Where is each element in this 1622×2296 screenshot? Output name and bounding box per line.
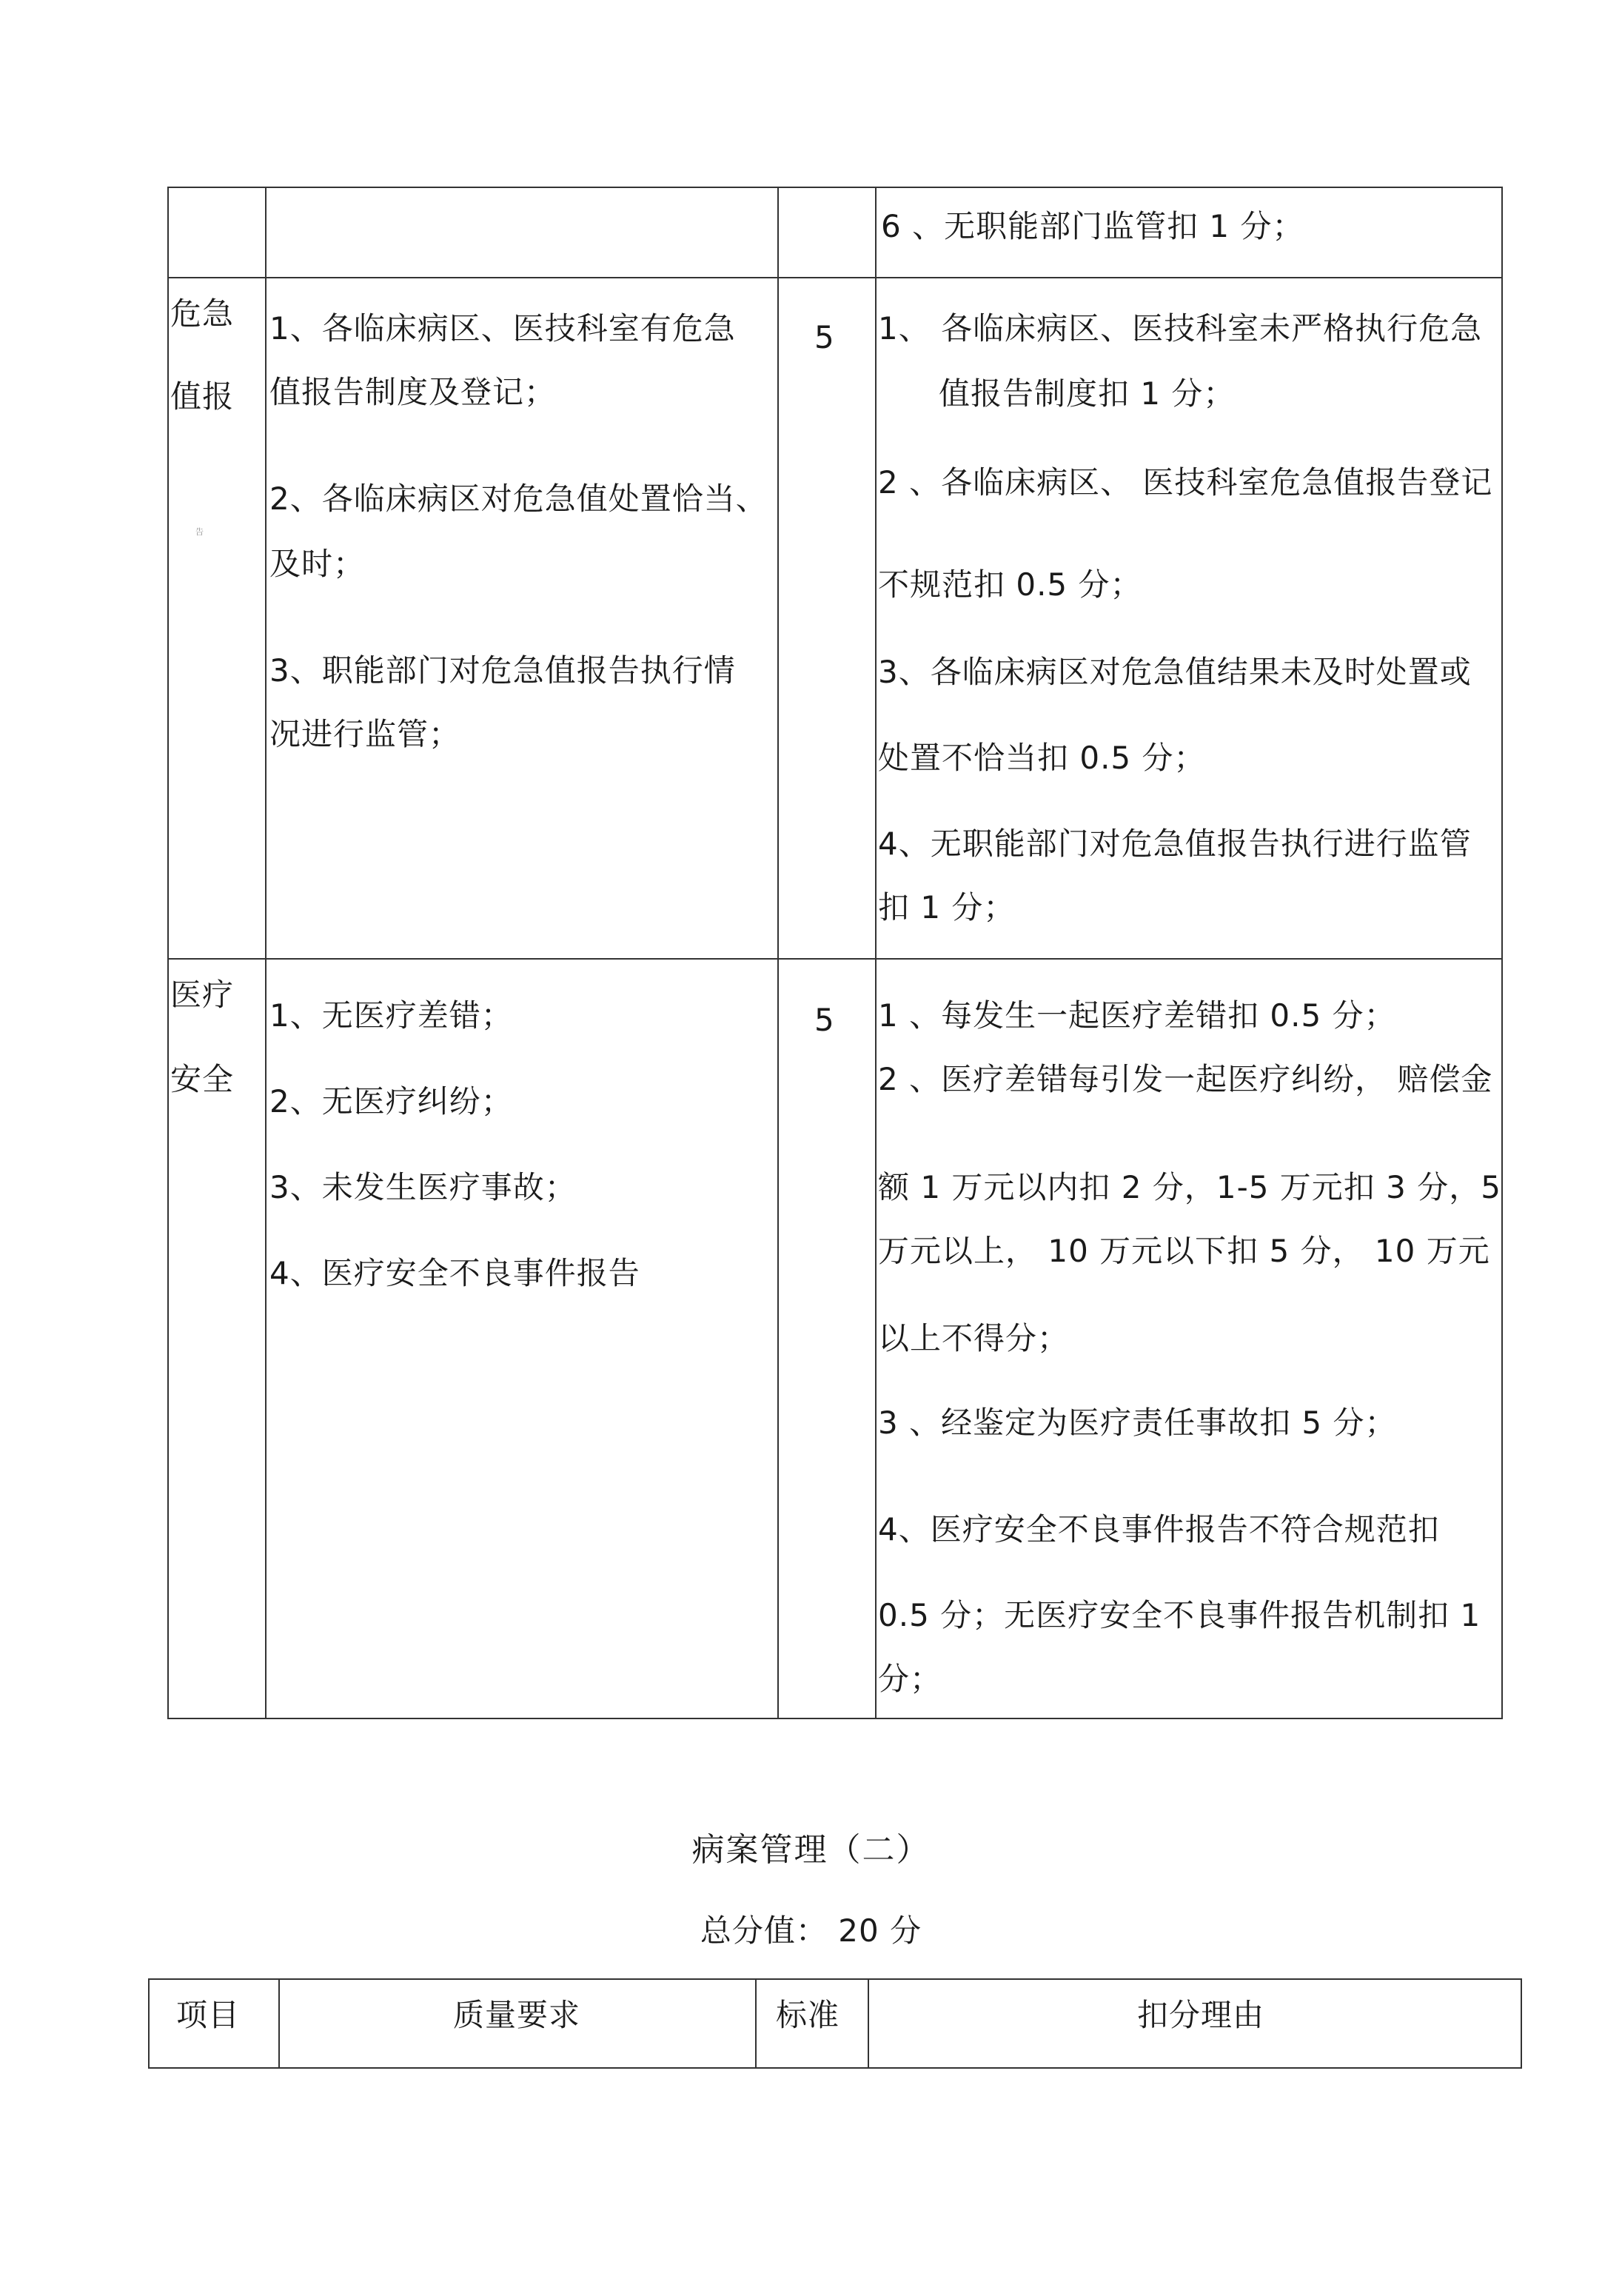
requirement-cell bbox=[267, 960, 779, 1721]
deduction-line: 处置不恰当扣 0.5 分； bbox=[878, 740, 1206, 776]
column-divider bbox=[265, 188, 267, 1718]
deduction-line: 值报告制度扣 1 分； bbox=[939, 375, 1236, 412]
requirement-line: 2、无医疗纠纷； bbox=[269, 1083, 513, 1119]
deduction-line: 6 、无职能部门监管扣 1 分； bbox=[881, 208, 1304, 244]
requirement-line: 况进行监管； bbox=[269, 716, 461, 752]
standard-score: 5 bbox=[814, 319, 835, 355]
section-title: 病案管理（二） bbox=[691, 1831, 931, 1869]
header-deduction: 扣分理由 bbox=[1137, 1997, 1265, 2033]
requirement-line: 4、医疗安全不良事件报告 bbox=[269, 1255, 640, 1291]
column-divider bbox=[777, 188, 779, 1718]
deduction-line: 分； bbox=[878, 1661, 942, 1697]
deduction-line: 4、医疗安全不良事件报告不符合规范扣 bbox=[878, 1511, 1440, 1547]
deduction-line: 不规范扣 0.5 分； bbox=[878, 566, 1142, 603]
item-label: 值报 bbox=[170, 378, 235, 415]
standard-cell bbox=[779, 278, 877, 958]
table-row-continuation bbox=[169, 188, 1501, 277]
standard-cell bbox=[779, 960, 877, 1721]
deduction-line: 3、各临床病区对危急值结果未及时处置或 bbox=[878, 654, 1472, 690]
requirement-line: 及时； bbox=[269, 546, 366, 582]
deduction-line: 额 1 万元以内扣 2 分，1-5 万元扣 3 分，5 bbox=[878, 1169, 1501, 1205]
requirement-line: 3、未发生医疗事故； bbox=[269, 1169, 577, 1205]
deduction-line: 1、 各临床病区、医技科室未严格执行危急 bbox=[878, 310, 1483, 347]
deduction-cell bbox=[877, 278, 1503, 958]
table-row-medical-safety bbox=[169, 958, 1501, 1721]
item-label: 危急 bbox=[170, 295, 235, 332]
deduction-line: 1 、每发生一起医疗差错扣 0.5 分； bbox=[878, 997, 1396, 1034]
deduction-line: 3 、经鉴定为医疗责任事故扣 5 分； bbox=[878, 1405, 1397, 1441]
standard-score: 5 bbox=[814, 1002, 835, 1038]
requirement-line: 值报告制度及登记； bbox=[269, 374, 557, 410]
deduction-line: 万元以上， 10 万元以下扣 5 分， 10 万元 bbox=[878, 1233, 1490, 1269]
deduction-cell bbox=[877, 188, 1503, 277]
scoring-table bbox=[167, 187, 1503, 1719]
table-row-critical-value bbox=[169, 277, 1501, 958]
column-divider bbox=[875, 188, 877, 1718]
requirement-cell bbox=[267, 278, 779, 958]
requirement-line: 2、各临床病区对危急值处置恰当、 bbox=[269, 481, 768, 517]
deduction-line: 4、无职能部门对危急值报告执行进行监管 bbox=[878, 826, 1472, 862]
item-cell bbox=[169, 960, 267, 1721]
column-divider bbox=[278, 1980, 280, 2067]
header-standard: 标准 bbox=[776, 1997, 840, 2033]
deduction-line: 0.5 分；无医疗安全不良事件报告机制扣 1 bbox=[878, 1597, 1481, 1633]
header-requirement: 质量要求 bbox=[453, 1997, 581, 2033]
item-label: 安全 bbox=[170, 1061, 235, 1097]
requirement-line: 1、无医疗差错； bbox=[269, 997, 513, 1034]
requirement-line: 1、各临床病区、医技科室有危急 bbox=[269, 310, 736, 347]
header-item: 项目 bbox=[176, 1997, 241, 2033]
section-total-score: 总分值： 20 分 bbox=[700, 1912, 922, 1949]
item-label: 医疗 bbox=[170, 977, 235, 1013]
table-header bbox=[148, 1978, 1522, 2069]
column-divider bbox=[868, 1980, 869, 2067]
requirement-line: 3、职能部门对危急值报告执行情 bbox=[269, 652, 736, 689]
deduction-line: 扣 1 分； bbox=[878, 889, 1016, 926]
deduction-cell bbox=[877, 960, 1503, 1721]
deduction-line: 以上不得分； bbox=[878, 1320, 1070, 1356]
deduction-line: 2 、各临床病区、 医技科室危急值报告登记 bbox=[878, 464, 1493, 501]
item-faint-mark: 告 bbox=[195, 527, 204, 537]
deduction-line: 2 、医疗差错每引发一起医疗纠纷， 赔偿金 bbox=[878, 1061, 1493, 1097]
column-divider bbox=[755, 1980, 757, 2067]
item-cell bbox=[169, 278, 267, 958]
